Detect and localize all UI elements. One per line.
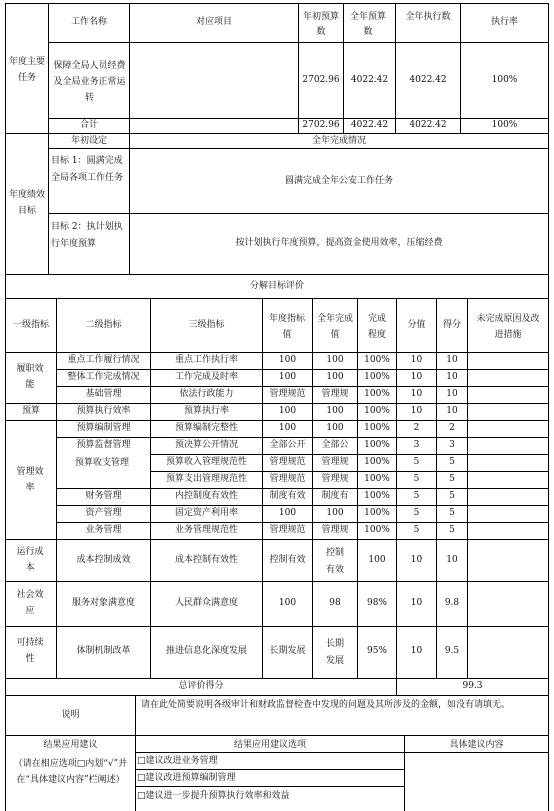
eval-cell-degree: 95% bbox=[366, 646, 387, 656]
eval-cell-actual: 管理规 bbox=[321, 525, 349, 535]
total-initial-budget: 2702.96 bbox=[302, 120, 340, 130]
level2-cost-control: 成本控制成效 bbox=[76, 555, 131, 565]
eval-cell-degree: 100% bbox=[364, 372, 390, 382]
eval-cell-points: 10 bbox=[410, 406, 423, 416]
level2-budget-supervise: 预算监督管理 bbox=[76, 440, 131, 450]
total-annual-exec: 4022.42 bbox=[409, 120, 447, 130]
eval-cell-degree: 100% bbox=[364, 474, 390, 484]
goal-1-result: 圆满完成全年公安工作任务 bbox=[284, 176, 393, 186]
suggest-left-title: 结果应用建议 bbox=[43, 740, 98, 750]
level1-budget: 预算 bbox=[21, 406, 40, 416]
eval-total-label: 总评价得分 bbox=[178, 681, 224, 691]
header-annual-budget: 全年预算数 bbox=[349, 12, 386, 37]
eval-cell-target: 管理规范 bbox=[269, 457, 306, 467]
level2-finance: 财务管理 bbox=[85, 491, 122, 501]
eval-cell-target: 100 bbox=[278, 406, 297, 416]
eval-cell-score: 10 bbox=[446, 372, 458, 382]
eval-cell-degree: 100% bbox=[364, 508, 390, 518]
goal-2-target: 目标 2：执计划执行年度预算 bbox=[51, 222, 123, 249]
note-label: 说明 bbox=[61, 710, 80, 720]
goal-1-target: 目标 1：圆满完成全局各项工作任务 bbox=[51, 156, 124, 183]
eval-cell-indicator: 预算编制完整性 bbox=[174, 423, 238, 433]
eval-cell-actual: 管理规 bbox=[321, 389, 349, 399]
eval-cell-score: 2 bbox=[449, 423, 455, 433]
eval-header-score: 得分 bbox=[442, 320, 461, 330]
total-exec-rate: 100% bbox=[491, 120, 518, 130]
level1-social-effect: 社会效应 bbox=[16, 590, 44, 616]
eval-cell-score: 5 bbox=[449, 457, 455, 467]
eval-cell-points: 10 bbox=[410, 598, 423, 608]
eval-cell-degree: 100% bbox=[364, 440, 390, 450]
eval-cell-target: 100 bbox=[278, 423, 297, 433]
total-annual-budget: 4022.42 bbox=[350, 120, 389, 130]
eval-cell-actual: 控制有效 bbox=[325, 548, 344, 575]
task-exec-rate: 100% bbox=[491, 75, 518, 85]
note-text: 请在此处简要说明各级审计和财政监督检查中发现的问题及其所涉及的金额，如没有请填无。 bbox=[141, 700, 511, 710]
suggest-right-title: 具体建议内容 bbox=[449, 740, 504, 750]
eval-cell-points: 2 bbox=[413, 423, 420, 433]
task-annual-exec: 4022.42 bbox=[409, 75, 447, 85]
goal-2-result: 按计划执行年度预算，提高资金使用效率，压缩经费 bbox=[235, 238, 443, 248]
suggest-option-efficiency[interactable]: □建议进一步提升预算执行效率和效益 bbox=[137, 791, 290, 801]
task-annual-budget: 4022.42 bbox=[350, 75, 389, 85]
eval-cell-points: 5 bbox=[413, 491, 420, 501]
eval-cell-score: 10 bbox=[446, 555, 458, 565]
header-annual-exec: 全年执行数 bbox=[405, 12, 451, 22]
eval-cell-points: 10 bbox=[410, 555, 423, 565]
eval-header-l3: 三级指标 bbox=[188, 320, 225, 330]
eval-header-degree: 完成程度 bbox=[367, 314, 386, 340]
level2-key-work: 重点工作履行情况 bbox=[67, 355, 140, 365]
level2-business: 业务管理 bbox=[85, 525, 122, 535]
level2-reform: 体制机制改革 bbox=[76, 646, 131, 656]
eval-cell-points: 5 bbox=[413, 525, 420, 535]
header-task-name: 工作名称 bbox=[70, 17, 107, 27]
goals-col-done: 全年完成情况 bbox=[311, 136, 366, 146]
eval-cell-score: 10 bbox=[446, 355, 458, 365]
eval-cell-points: 10 bbox=[410, 389, 423, 399]
eval-cell-actual: 管理规 bbox=[321, 457, 349, 467]
eval-header-l1: 一级指标 bbox=[12, 320, 49, 330]
eval-total-score: 99.3 bbox=[462, 681, 483, 691]
eval-cell-score: 9.5 bbox=[444, 646, 460, 656]
eval-cell-degree: 100% bbox=[364, 525, 390, 535]
eval-cell-points: 3 bbox=[413, 440, 420, 450]
eval-cell-target: 管理规范 bbox=[269, 389, 306, 399]
eval-header-points: 分值 bbox=[407, 320, 426, 330]
eval-cell-indicator: 预算收入管理规范性 bbox=[165, 457, 247, 467]
section-label-annual-tasks: 年度主要任务 bbox=[8, 57, 45, 83]
level1-sustainability: 可持续性 bbox=[16, 638, 44, 664]
eval-cell-indicator: 人民群众满意度 bbox=[174, 598, 238, 608]
eval-cell-target: 100 bbox=[278, 372, 297, 382]
suggest-mid-title: 结果应用建议选项 bbox=[233, 740, 306, 750]
eval-cell-points: 10 bbox=[410, 355, 423, 365]
eval-cell-score: 5 bbox=[449, 491, 455, 501]
eval-cell-points: 10 bbox=[410, 372, 423, 382]
eval-cell-degree: 100 bbox=[368, 555, 386, 565]
eval-cell-target: 100 bbox=[278, 355, 297, 365]
eval-cell-actual: 100 bbox=[326, 355, 344, 365]
level1-performance: 履职效能 bbox=[16, 364, 44, 390]
section-label-performance-goals: 年度绩效目标 bbox=[8, 190, 45, 216]
eval-cell-points: 5 bbox=[413, 457, 420, 467]
level2-budget-income: 预算收支管理 bbox=[74, 458, 129, 468]
eval-cell-score: 5 bbox=[449, 525, 455, 535]
eval-cell-target: 制度有效 bbox=[269, 491, 306, 501]
eval-cell-actual: 制度有 bbox=[321, 491, 349, 501]
eval-cell-degree: 100% bbox=[364, 389, 390, 399]
eval-cell-score: 9.8 bbox=[444, 598, 460, 608]
eval-cell-degree: 100% bbox=[364, 355, 390, 365]
eval-cell-target: 管理规范 bbox=[269, 474, 306, 484]
eval-cell-points: 10 bbox=[410, 646, 423, 656]
eval-cell-target: 管理规范 bbox=[269, 525, 306, 535]
eval-cell-actual: 100 bbox=[326, 423, 344, 433]
eval-cell-degree: 98% bbox=[366, 598, 387, 608]
eval-cell-indicator: 依法行政能力 bbox=[179, 389, 234, 399]
eval-cell-actual: 100 bbox=[326, 508, 344, 518]
eval-cell-target: 100 bbox=[278, 598, 297, 608]
level2-overall-work: 整体工作完成情况 bbox=[67, 372, 140, 382]
level1-management: 管理效率 bbox=[16, 467, 44, 493]
header-exec-rate: 执行率 bbox=[490, 17, 518, 27]
goals-col-initial: 年初设定 bbox=[70, 136, 107, 146]
eval-cell-indicator: 业务管理规范性 bbox=[174, 525, 238, 535]
eval-cell-score: 5 bbox=[449, 474, 455, 484]
eval-header-l2: 二级指标 bbox=[85, 320, 122, 330]
level2-satisfaction: 服务对象满意度 bbox=[71, 598, 135, 608]
eval-cell-score: 10 bbox=[446, 389, 458, 399]
eval-title: 分解目标评价 bbox=[249, 281, 304, 291]
eval-cell-indicator: 预决算公开情况 bbox=[174, 440, 238, 450]
suggest-option-budget-prep[interactable]: □建议改进预算编制管理 bbox=[137, 773, 236, 783]
header-initial-budget: 年初预算数 bbox=[303, 12, 340, 37]
level2-budget-exec: 预算执行效率 bbox=[76, 406, 131, 416]
eval-cell-degree: 100% bbox=[364, 423, 390, 433]
eval-cell-indicator: 成本控制有效性 bbox=[174, 555, 238, 565]
eval-cell-actual: 100 bbox=[326, 406, 344, 416]
eval-header-actual: 全年完成值 bbox=[316, 314, 353, 340]
eval-cell-target: 控制有效 bbox=[269, 555, 306, 565]
eval-cell-points: 5 bbox=[413, 474, 420, 484]
header-item: 对应项目 bbox=[195, 17, 232, 27]
task-initial-budget: 2702.96 bbox=[302, 75, 340, 85]
suggest-left-instructions: （请在相应选项□内划“√”并在“具体建议内容”栏阐述） bbox=[13, 759, 128, 785]
level2-basic-mgmt: 基础管理 bbox=[85, 389, 122, 399]
eval-cell-points: 5 bbox=[413, 508, 420, 518]
eval-cell-indicator: 工作完成及时率 bbox=[174, 372, 238, 382]
eval-cell-indicator: 重点工作执行率 bbox=[174, 355, 238, 365]
level2-assets: 资产管理 bbox=[85, 508, 122, 518]
eval-cell-actual: 长期发展 bbox=[325, 639, 344, 666]
eval-cell-indicator: 推进信息化深度发展 bbox=[165, 646, 247, 656]
eval-cell-indicator: 预算执行率 bbox=[183, 406, 229, 416]
eval-cell-target: 全部公开 bbox=[269, 440, 306, 450]
eval-cell-indicator: 固定资产利用率 bbox=[174, 508, 238, 518]
total-label: 合计 bbox=[79, 120, 98, 130]
eval-cell-degree: 100% bbox=[364, 406, 390, 416]
eval-cell-target: 100 bbox=[278, 508, 297, 518]
eval-cell-indicator: 内控制度有效性 bbox=[174, 491, 238, 501]
eval-cell-actual: 100 bbox=[326, 372, 344, 382]
eval-cell-indicator: 预算支出管理规范性 bbox=[165, 474, 247, 484]
eval-cell-target: 长期发展 bbox=[269, 646, 306, 656]
eval-header-target: 年度指标值 bbox=[268, 314, 305, 340]
eval-cell-score: 10 bbox=[446, 406, 458, 416]
level1-operating-cost: 运行成本 bbox=[16, 547, 44, 573]
eval-cell-score: 5 bbox=[449, 508, 455, 518]
eval-cell-actual: 管理规 bbox=[321, 474, 349, 484]
eval-cell-degree: 100% bbox=[364, 457, 390, 467]
eval-cell-score: 3 bbox=[449, 440, 455, 450]
eval-cell-actual: 全部公 bbox=[321, 440, 349, 450]
eval-cell-actual: 98 bbox=[329, 598, 341, 608]
task-name: 保障全局人员经费及全局业务正常运转 bbox=[53, 61, 126, 103]
suggest-option-business[interactable]: □建议改进业务管理 bbox=[137, 756, 218, 766]
eval-header-reason: 未完成原因及改进措施 bbox=[476, 314, 540, 340]
level2-budget-prep: 预算编制管理 bbox=[76, 423, 131, 433]
eval-cell-degree: 100% bbox=[364, 491, 390, 501]
